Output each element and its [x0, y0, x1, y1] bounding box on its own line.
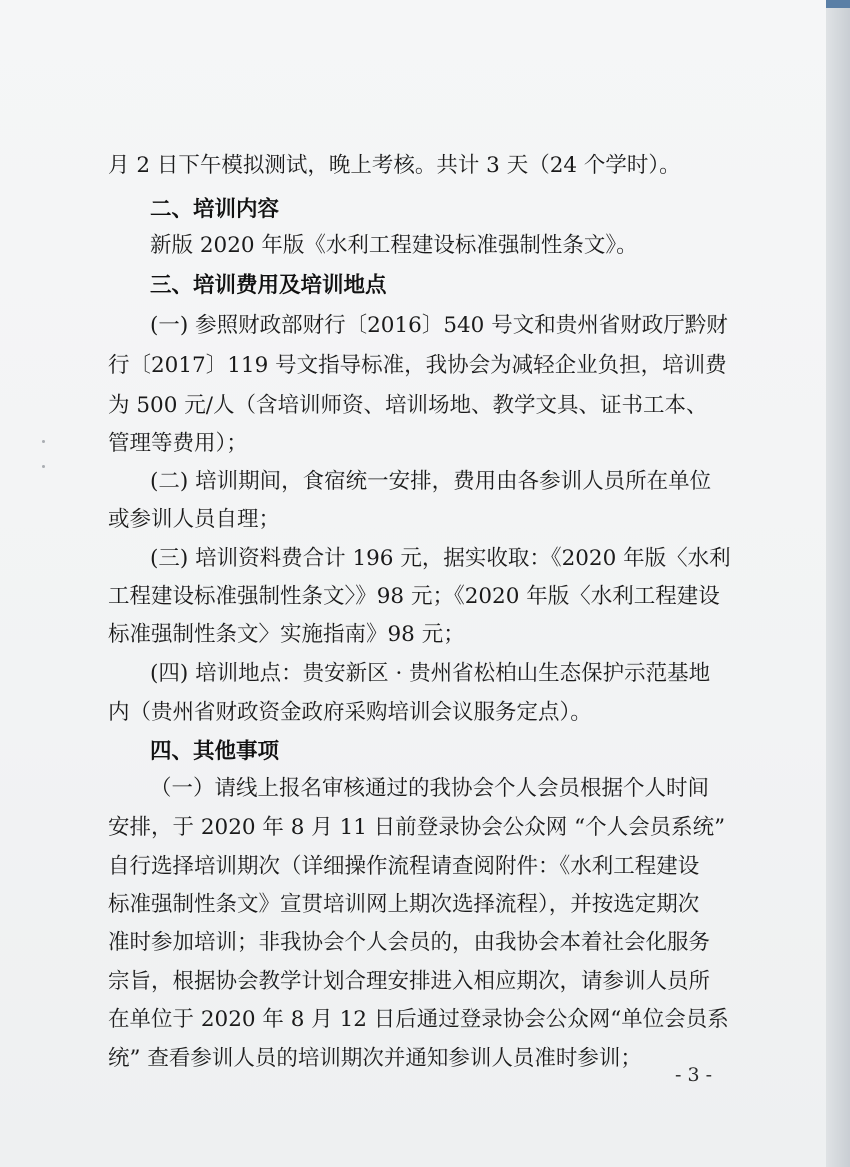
text-line: （一）请线上报名审核通过的我协会个人会员根据个人时间: [150, 776, 710, 801]
section-heading: 三、培训费用及培训地点: [150, 273, 387, 298]
text-line: 在单位于 2020 年 8 月 12 日后通过登录协会公众网“单位会员系: [108, 1007, 729, 1032]
text-line: 月 2 日下午模拟测试，晚上考核。共计 3 天（24 个学时）。: [108, 153, 681, 178]
section-heading: 四、其他事项: [150, 739, 280, 764]
text-line: 新版 2020 年版《水利工程建设标准强制性条文》。: [150, 233, 638, 258]
scan-edge: [826, 0, 850, 1167]
text-line: (一) 参照财政部财行〔2016〕540 号文和贵州省财政厅黔财: [150, 313, 728, 338]
section-heading: 二、培训内容: [150, 197, 280, 222]
text-line: 统” 查看参训人员的培训期次并通知参训人员准时参训；: [108, 1046, 642, 1071]
text-line: 宗旨，根据协会教学计划合理安排进入相应期次，请参训人员所: [108, 969, 711, 994]
text-line: 内（贵州省财政资金政府采购培训会议服务定点）。: [108, 700, 592, 725]
text-line: 为 500 元/人（含培训师资、培训场地、教学文具、证书工本、: [108, 393, 708, 418]
text-line: (二) 培训期间，食宿统一安排，费用由各参训人员所在单位: [150, 469, 712, 494]
text-line: 标准强制性条文》宣贯培训网上期次选择流程），并按选定期次: [108, 892, 700, 917]
text-line: (三) 培训资料费合计 196 元，据实收取：《2020 年版〈水利: [150, 546, 731, 571]
binding-hole-mark: [42, 465, 45, 468]
text-line: 工程建设标准强制性条文〉》98 元；《2020 年版〈水利工程建设: [108, 584, 720, 609]
binding-hole-mark: [42, 440, 45, 443]
text-line: 行〔2017〕119 号文指导标准，我协会为减轻企业负担，培训费: [108, 353, 727, 378]
text-line: 准时参加培训；非我协会个人会员的，由我协会本着社会化服务: [108, 930, 711, 955]
text-line: 管理等费用）；: [108, 431, 248, 456]
scan-edge-top: [826, 0, 850, 8]
text-line: 或参训人员自理；: [108, 507, 281, 532]
page-number: - 3 -: [675, 1064, 713, 1086]
text-line: 标准强制性条文〉实施指南》98 元；: [108, 622, 465, 647]
text-line: (四) 培训地点：贵安新区 · 贵州省松柏山生态保护示范基地: [150, 661, 711, 686]
text-line: 安排，于 2020 年 8 月 11 日前登录协会公众网 “个人会员系统”: [108, 815, 726, 840]
text-line: 自行选择培训期次（详细操作流程请查阅附件：《水利工程建设: [108, 854, 700, 879]
